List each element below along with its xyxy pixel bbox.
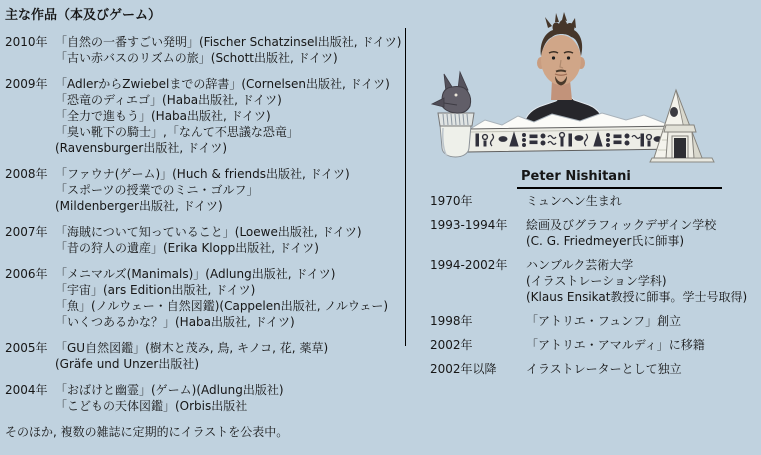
work-line: 「恐竜のディエゴ」(Haba出版社, ドイツ) (55, 93, 282, 107)
work-lines (55, 340, 328, 372)
work-entry (5, 166, 403, 214)
work-year: 2004年 (5, 383, 48, 397)
portrait-illustration (430, 8, 760, 168)
profile-lines (518, 313, 681, 329)
work-line: 「AdlerからZwiebelまでの辞書」(Cornelsen出版社, ドイツ) (55, 77, 390, 91)
profile-entry (430, 337, 761, 353)
hieroglyph-frieze (467, 126, 681, 152)
profile-name: Peter Nishitani (517, 169, 722, 189)
profile-section (430, 169, 761, 385)
profile-lines (518, 337, 705, 353)
work-line: 「宇宙」(ars Edition出版社, ドイツ) (55, 283, 256, 297)
work-line: 「GU自然図鑑」(樹木と茂み, 鳥, キノコ, 花, 薬草) (55, 341, 329, 355)
work-line: 「自然の一番すごい発明」(Fischer Schatzinsel出版社, ドイツ) (55, 35, 402, 49)
profile-lines (518, 217, 716, 249)
profile-entry (430, 361, 761, 377)
works-list (5, 34, 403, 414)
profile-line: イラストレーターとして独立 (526, 362, 682, 376)
profile-year: 1998年 (430, 314, 473, 328)
work-entry (5, 34, 403, 66)
work-line: 「古い赤バスのリズムの旅」(Schott出版社, ドイツ) (55, 51, 338, 65)
anubis-jar (432, 72, 474, 157)
work-year: 2010年 (5, 35, 48, 49)
work-lines (55, 76, 390, 156)
work-entry (5, 340, 403, 372)
work-line: 「ファウナ(ゲーム)」(Huch & friends出版社, ドイツ) (55, 167, 350, 181)
work-lines (55, 382, 284, 414)
profile-lines (518, 361, 682, 377)
profile-line: 「アトリエ・アマルディ」に移籍 (526, 338, 705, 352)
profile-entry (430, 193, 761, 209)
profile-entry (430, 257, 761, 305)
profile-lines (518, 257, 747, 305)
profile-line: ハンブルク芸術大学 (526, 258, 634, 272)
profile-line: (C. G. Friedmeyer氏に師事) (526, 234, 685, 248)
profile-entry (430, 217, 761, 249)
work-year: 2009年 (5, 77, 48, 91)
work-entry (5, 224, 403, 256)
work-line: 「メニマルズ(Manimals)」(Adlung出版社, ドイツ) (55, 267, 336, 281)
profile-line: 絵画及びグラフィックデザイン学校 (526, 218, 717, 232)
work-line: 「昔の狩人の遺産」(Erika Klopp出版社, ドイツ) (55, 241, 319, 255)
profile-lines (518, 193, 622, 209)
work-line: 「スポーツの授業でのミニ・ゴルフ」 (55, 183, 259, 197)
profile-timeline (430, 193, 761, 377)
profile-year: 2002年以降 (430, 362, 497, 376)
profile-line: 「アトリエ・フュンフ」創立 (526, 314, 682, 328)
work-year: 2005年 (5, 341, 48, 355)
work-line: (Ravensburger出版社, ドイツ) (55, 141, 228, 155)
work-line: (Gräfe und Unzer出版社) (55, 357, 200, 371)
work-line: (Mildenberger出版社, ドイツ) (55, 199, 223, 213)
work-lines (55, 266, 388, 330)
work-entry (5, 266, 403, 330)
work-year: 2007年 (5, 225, 48, 239)
vertical-divider (405, 28, 406, 346)
work-line: 「おばけと幽霊」(ゲーム)(Adlung出版社) (55, 383, 284, 397)
work-line: 「魚」(ノルウェー・自然図鑑)(Cappelen出版社, ノルウェー) (55, 299, 389, 313)
work-line: 「全力で進もう」(Haba出版社, ドイツ) (55, 109, 271, 123)
profile-year: 2002年 (430, 338, 473, 352)
profile-entry (430, 313, 761, 329)
works-title: 主な作品（本及びゲーム） (5, 8, 162, 23)
work-lines (55, 166, 350, 214)
work-line: 「こどもの天体図鑑」(Orbis出版社 (55, 399, 248, 413)
profile-year: 1970年 (430, 194, 473, 208)
work-line: 「臭い靴下の騎士」,「なんて不思議な恐竜」 (55, 125, 299, 139)
profile-year: 1994-2002年 (430, 258, 508, 272)
profile-line: ミュンヘン生まれ (526, 194, 622, 208)
work-year: 2006年 (5, 267, 48, 281)
work-lines (55, 224, 362, 256)
work-year: 2008年 (5, 167, 48, 181)
work-line: 「海賊について知っていること」(Loewe出版社, ドイツ) (55, 225, 362, 239)
work-entry (5, 382, 403, 414)
profile-line: (Klaus Ensikat教授に師事。学士号取得) (526, 290, 748, 304)
work-line: 「いくつあるかな？」(Haba出版社, ドイツ) (55, 315, 295, 329)
footer-note: そのほか, 複数の雑誌に定期的にイラストを公表中。 (5, 425, 289, 439)
works-section (5, 8, 403, 440)
work-lines (55, 34, 401, 66)
work-entry (5, 76, 403, 156)
profile-year: 1993-1994年 (430, 218, 508, 232)
profile-line: (イラストレーション学科) (526, 274, 667, 288)
